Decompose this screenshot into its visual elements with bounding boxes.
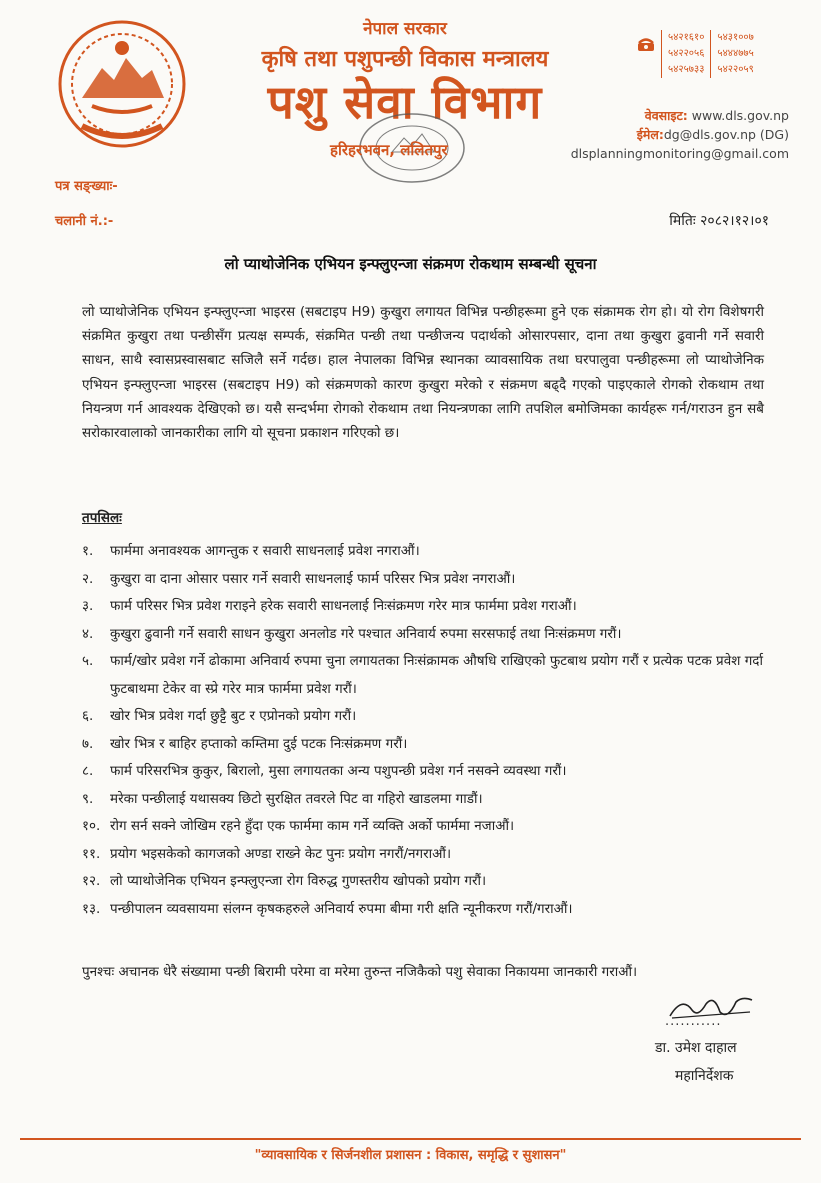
item-text: कुखुरा ढुवानी गर्ने सवारी साधन कुखुरा अनलोड गरे पश्चात अनिवार्य रुपमा सरसफाई तथा निःसंक्रमण गरौं। bbox=[110, 625, 622, 642]
notice-subject: लो प्याथोजेनिक एभियन इन्फ्लुएन्जा संक्रमण रोकथाम सम्बन्धी सूचना bbox=[224, 255, 597, 273]
signer-name: डा. उमेश दाहाल bbox=[655, 1040, 737, 1056]
email-label: ईमेल: bbox=[636, 127, 664, 142]
item-text: फार्म/खोर प्रवेश गर्ने ढोकामा अनिवार्य रुपमा चुना लगायतका निःसंक्रामक औषधि राखिएको फुटबाथ प्रयोग गरौं र प्रत्येक पटक प्रवेश गर्दा फुटबाथमा टेकेर वा स्प्रे गरेर मात्र फार्ममा प्रवेश गरौं। bbox=[110, 653, 763, 697]
nepal-emblem-logo bbox=[52, 18, 192, 150]
department-name: पशु सेवा विभाग bbox=[267, 75, 543, 129]
phone-number: ५४४४७७५ bbox=[717, 48, 754, 59]
footer-motto: "व्यावसायिक र सिर्जनशील प्रशासन : विकास, समृद्धि र सुशासन" bbox=[254, 1148, 567, 1163]
item-text: फार्ममा अनावश्यक आगन्तुक र सवारी साधनलाई प्रवेश नगराऔं। bbox=[110, 543, 420, 559]
item-number: १२. bbox=[82, 873, 101, 889]
email-link[interactable]: dg@dls.gov.np (DG) bbox=[663, 127, 789, 142]
item-text: लो प्याथोजेनिक एभियन इन्फ्लुएन्जा रोग विरुद्ध गुणस्तरीय खोपको प्रयोग गरौं। bbox=[110, 873, 487, 889]
government-name: नेपाल सरकार bbox=[363, 19, 447, 39]
letter-number: पत्र सङ्ख्याः- bbox=[55, 179, 118, 194]
item-text: फार्म परिसरभित्र कुकुर, बिरालो, मुसा लगायतका अन्य पशुपन्छी प्रवेश गर्न नसक्ने व्यवस्था गरौं। bbox=[110, 763, 567, 779]
telephone-icon bbox=[637, 38, 655, 52]
details-heading: तपसिलः bbox=[82, 510, 122, 526]
item-number: ४. bbox=[82, 625, 94, 642]
email-link-secondary[interactable]: dlsplanningmonitoring@gmail.com bbox=[570, 146, 789, 161]
phone-number: ५४२१६१० bbox=[668, 32, 705, 43]
item-number: १०. bbox=[82, 818, 101, 834]
phone-number: ५४२२०५९ bbox=[717, 64, 754, 75]
item-text: पन्छीपालन व्यवसायमा संलग्न कृषकहरुले अनिवार्य रुपमा बीमा गरी क्षति न्यूनीकरण गरौं/गराऔं। bbox=[110, 900, 573, 917]
list-item bbox=[82, 813, 772, 841]
ministry-name: कृषि तथा पशुपन्छी विकास मन्त्रालय bbox=[261, 47, 549, 72]
list-item bbox=[82, 538, 772, 566]
item-number: ५. bbox=[82, 653, 94, 669]
list-item bbox=[82, 703, 772, 731]
item-number: १. bbox=[82, 543, 94, 559]
footer-divider bbox=[20, 1138, 801, 1140]
list-item bbox=[82, 786, 772, 814]
website-link[interactable]: www.dls.gov.np bbox=[691, 108, 789, 123]
list-item bbox=[82, 841, 772, 869]
phone-column-2 bbox=[710, 30, 759, 78]
item-number: ७. bbox=[82, 735, 94, 752]
item-text: रोग सर्न सक्ने जोखिम रहने हुँदा एक फार्ममा काम गर्ने व्यक्ति अर्को फार्ममा नजाऔं। bbox=[110, 818, 515, 834]
item-number: २. bbox=[82, 570, 94, 587]
contact-info bbox=[571, 106, 789, 163]
signature-line: ........... bbox=[665, 1014, 722, 1029]
item-text: फार्म परिसर भित्र प्रवेश गराइने हरेक सवारी साधनलाई निःसंक्रमण गरेर मात्र फार्ममा प्रवेश गराऔं। bbox=[110, 598, 577, 614]
item-text: कुखुरा वा दाना ओसार पसार गर्ने सवारी साधनलाई फार्म परिसर भित्र प्रवेश नगराऔं। bbox=[110, 570, 516, 587]
letter-date: मितिः २०८२।१२।०१ bbox=[669, 213, 769, 229]
item-text: खोर भित्र र बाहिर हप्ताको कम्तिमा दुई पटक निःसंक्रमण गरौं। bbox=[110, 735, 408, 752]
postscript-note: पुनश्चः अचानक धेरै संख्यामा पन्छी बिरामी परेमा वा मरेमा तुरुन्त नजिकैको पशु सेवाका निकायमा जानकारी गराऔं। bbox=[82, 964, 638, 980]
dispatch-number: चलानी नं.:- bbox=[55, 214, 114, 229]
list-item bbox=[82, 566, 772, 594]
item-text: प्रयोग भइसकेको कागजको अण्डा राख्ने केट पुनः प्रयोग नगरौं/नगराऔं। bbox=[110, 845, 452, 862]
list-item bbox=[82, 868, 772, 896]
item-number: १३. bbox=[82, 900, 101, 917]
list-item bbox=[82, 758, 772, 786]
list-item bbox=[82, 648, 772, 703]
item-number: ११. bbox=[82, 845, 101, 862]
instruction-list bbox=[82, 538, 772, 923]
website-label: वेवसाइट: bbox=[644, 108, 688, 123]
list-item bbox=[82, 593, 772, 621]
item-number: ९. bbox=[82, 790, 94, 807]
notice-body: लो प्याथोजेनिक एभियन इन्फ्लुएन्जा भाइरस (सबटाइप H9) कुखुरा लगायत विभिन्न पन्छीहरूमा हुने एक संक्रामक रोग हो। यो रोग विशेषगरी संक्रमित कुखुरा तथा पन्छीसँग प्रत्यक्ष सम्पर्क, संक्रमित पन्छी तथा पन्छीजन्य पदार्थको ओसारपसार, दाना तथा कुखुरा ढुवानी गर्ने सवारी साधन, साथै स्वासप्रस्वासबाट सजिलै सर्ने गर्दछ। हाल नेपालका विभिन्न स्थानका व्यावसायिक तथा घरपालुवा पन्छीहरूमा लो प्याथोजेनिक एभियन इन्फ्लुएन्जा भाइरस (सबटाइप H9) को संक्रमणको कारण कुखुरा मरेको र संक्रमण बढ्दै गएको पाइएकाले रोगको रोकथाम तथा नियन्त्रण गर्न आवश्यक देखिएको छ। यसै सन्दर्भमा रोगको रोकथाम तथा नियन्त्रणका लागि तपशिल बमोजिमका कार्यहरू गर्न/गराउन हुन सबै सरोकारवालाको जानकारीका लागि यो सूचना प्रकाशन गरिएको छ। bbox=[82, 304, 764, 442]
item-number: ८. bbox=[82, 763, 94, 779]
item-number: ६. bbox=[82, 708, 94, 724]
phone-column-1 bbox=[661, 30, 710, 78]
phone-number: ५४२२०५६ bbox=[668, 48, 705, 59]
list-item bbox=[82, 731, 772, 759]
item-text: मरेका पन्छीलाई यथासक्य छिटो सुरक्षित तवरले पिट वा गहिरो खाडलमा गाडौं। bbox=[110, 790, 483, 807]
phone-number: ५४२५७३३ bbox=[668, 64, 705, 75]
phone-numbers bbox=[637, 30, 760, 78]
item-number: ३. bbox=[82, 598, 94, 614]
phone-number: ५४३१००७ bbox=[717, 32, 754, 43]
office-location: हरिहरभवन, ललितपुर bbox=[330, 141, 448, 159]
item-text: खोर भित्र प्रवेश गर्दा छुट्टै बुट र एप्रोनको प्रयोग गरौं। bbox=[110, 708, 357, 724]
signer-designation: महानिर्देशक bbox=[675, 1068, 734, 1084]
list-item bbox=[82, 621, 772, 649]
list-item bbox=[82, 896, 772, 924]
